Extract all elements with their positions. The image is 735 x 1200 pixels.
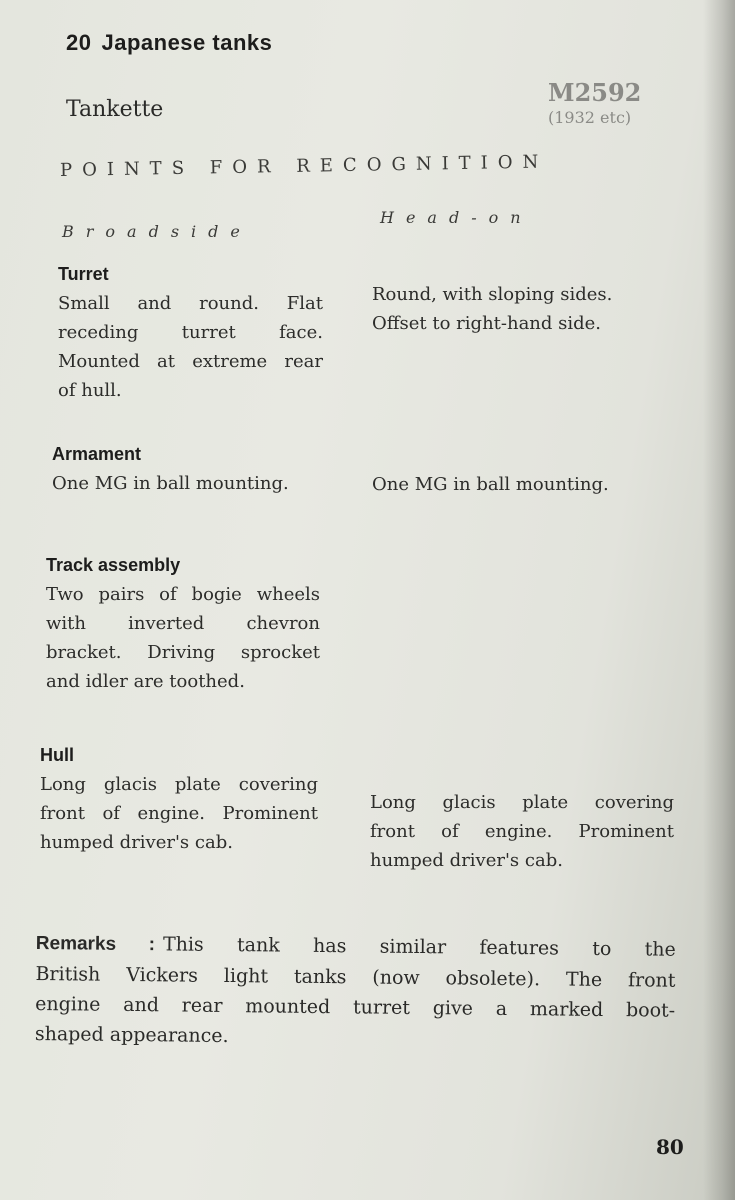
armament-head-on (372, 470, 672, 499)
turret-head-on-text (372, 280, 662, 338)
hull-section (40, 745, 318, 857)
chapter-number: 20 (66, 30, 92, 55)
page-number: 80 (656, 1135, 684, 1159)
armament-section (52, 444, 342, 498)
hull-broadside-text (40, 770, 318, 857)
armament-heading: Armament (52, 444, 142, 464)
text-line: front of engine. Prominent (370, 821, 674, 842)
text-line: of hull. (58, 380, 122, 401)
text-line: bracket. Driving sprocket (46, 642, 320, 663)
text-line: humped driver's cab. (40, 832, 233, 853)
track-broadside-text (46, 580, 320, 696)
page-spine-shadow (703, 0, 735, 1200)
hull-heading: Hull (40, 745, 74, 765)
text-line: Small and round. Flat (58, 293, 323, 314)
text-line: One MG in ball mounting. (372, 474, 609, 495)
armament-head-on-text (372, 470, 672, 499)
text-line: Two pairs of bogie wheels (46, 584, 320, 605)
text-line: One MG in ball mounting. (52, 473, 289, 494)
model-designation: M2592 (548, 78, 642, 107)
remarks-paragraph (35, 928, 676, 1056)
model-year: (1932 etc) (548, 108, 632, 127)
text-line: receding turret face. (58, 322, 323, 343)
turret-heading: Turret (58, 264, 109, 284)
text-line: shaped appearance. (34, 1022, 229, 1048)
remarks-label: Remarks : (35, 932, 156, 956)
head-on-column-label: Head-on (380, 208, 533, 227)
text-line: Mounted at extreme rear (58, 351, 323, 372)
text-line: engine and rear mounted turret give a marked boot- (35, 992, 676, 1022)
text-line: Long glacis plate covering (40, 774, 318, 795)
armament-broadside-text (52, 469, 342, 498)
turret-broadside-text (58, 289, 323, 405)
recognition-heading: POINTS FOR RECOGNITION (59, 151, 549, 181)
text-line: humped driver's cab. (370, 850, 563, 871)
text-line: front of engine. Prominent (40, 803, 318, 824)
track-section (46, 555, 320, 696)
text-line: Offset to right-hand side. (372, 313, 602, 334)
text-line: and idler are toothed. (46, 671, 245, 692)
vehicle-type: Tankette (66, 97, 164, 122)
turret-section (58, 264, 323, 405)
text-line: Long glacis plate covering (370, 792, 674, 813)
text-line: with inverted chevron (46, 613, 320, 634)
hull-head-on (370, 788, 674, 875)
track-heading: Track assembly (46, 555, 181, 575)
text-line: Round, with sloping sides. (372, 284, 613, 305)
turret-head-on (372, 280, 662, 338)
text-line: This tank has similar features to the (162, 933, 676, 961)
broadside-column-label: Broadside (62, 222, 252, 241)
hull-head-on-text (370, 788, 674, 875)
page-title (66, 30, 272, 56)
chapter-title: Japanese tanks (101, 30, 273, 55)
text-line: British Vickers light tanks (now obsolete). The front (35, 962, 676, 992)
